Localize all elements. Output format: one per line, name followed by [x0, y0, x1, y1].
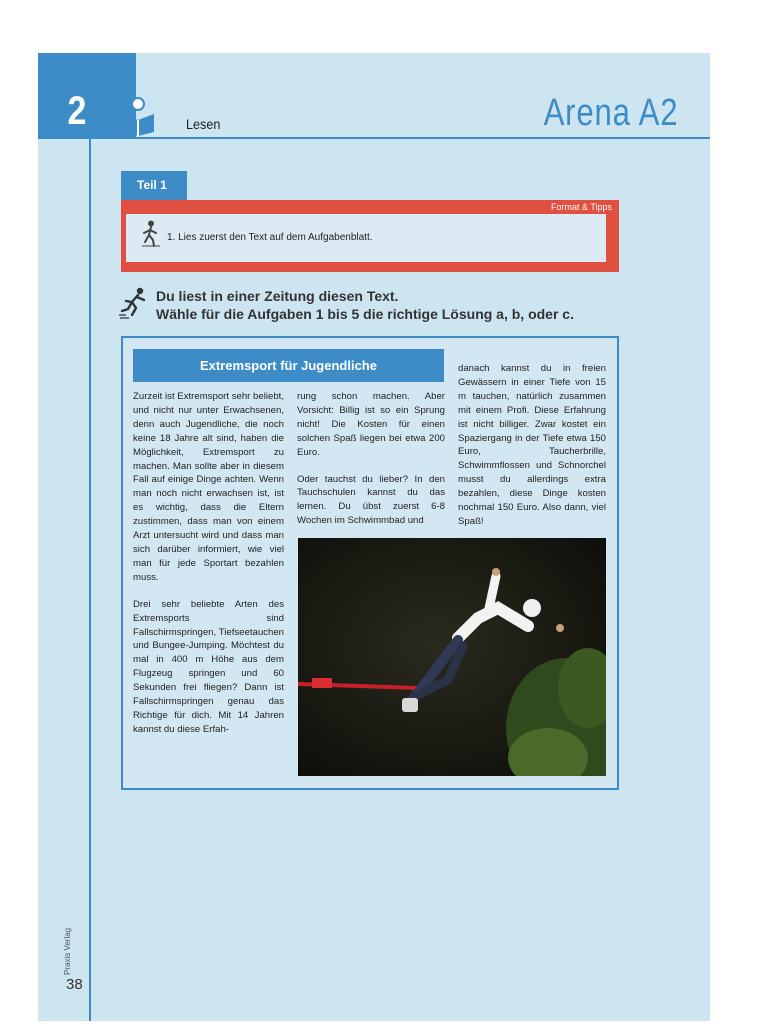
header-divider: [136, 137, 710, 139]
running-person-icon: [118, 287, 150, 319]
article-title: Extremsport für Jugendliche: [133, 349, 444, 382]
format-tips-label: Format & Tipps: [550, 202, 612, 212]
reading-person-icon: [116, 96, 160, 136]
brand-title: Arena A2: [543, 92, 678, 134]
paragraph: rung schon machen. Aber Vorsicht: Billig ist so ein Sprung nicht! Die Kosten für einen solchen Spaß liegen bei etwa 200 Euro.: [297, 391, 445, 458]
side-divider: [89, 139, 91, 1021]
walking-person-icon: [140, 220, 162, 248]
instruction-line-2: Wähle für die Aufgaben 1 bis 5 die richtige Lösung a, b, oder c.: [156, 306, 574, 322]
paragraph: Zurzeit ist Extremsport sehr beliebt, und nicht nur unter Erwachsenen, denn auch Jugendliche, die noch keine 18 Jahre alt sind, haben die Möglichkeit, Extremsport zu machen. Man sollte aber in diesem Fall auf einige Dinge achten. Wenn man noch nicht erwachsen ist, ist es wichtig, dass die Eltern zustimmen, dass man von einem Arzt untersucht wird und dass man sich darüber informiert, wie viel man für jede Sportart bezahlen muss.: [133, 391, 284, 583]
bungee-jumper-photo: [298, 538, 606, 776]
section-label: Lesen: [186, 116, 221, 132]
page-number: 38: [66, 976, 83, 993]
paragraph: Oder tauchst du lieber? In den Tauchschulen kannst du das lernen. Du übst zuerst 6-8 Wochen im Schwimmbad und: [297, 473, 445, 527]
instruction-line-1: Du liest in einer Zeitung diesen Text.: [156, 288, 399, 304]
article-column-3: [458, 362, 606, 542]
article-column-1: [133, 390, 284, 750]
paragraph: Drei sehr beliebte Arten des Extremsports sind Fallschirmspringen, Tiefseetauchen und Bungee-Jumping. Möchtest du mal in 400 m Höhe aus dem Flugzeug springen und 60 Sekunden frei fliegen? Dann ist Fallschirmspringen genau das Richtige für dich. Mit 14 Jahren kannst du diese Erfah-: [133, 598, 284, 735]
chapter-number: 2: [67, 89, 87, 133]
paragraph: danach kannst du in freien Gewässern in einer Tiefe von 15 m tauchen, natürlich zusammen mit einem Profi. Diese Erfahrung ist nicht billiger. Zwar kostet ein Spaziergang in der Tiefe etwa 150 Euro, Taucherbrille, Schwimmflossen und Schnorchel musst du allerdings extra bezahlen, diese Dinge kosten nochmal 150 Euro. Also dann, viel Spaß!: [458, 363, 606, 527]
article-column-2: [297, 390, 445, 541]
teil-tab: Teil 1: [121, 171, 187, 200]
task-step-text: 1. Lies zuerst den Text auf dem Aufgabenblatt.: [167, 232, 373, 243]
publisher-credit: Praxis Verlag: [63, 927, 72, 975]
